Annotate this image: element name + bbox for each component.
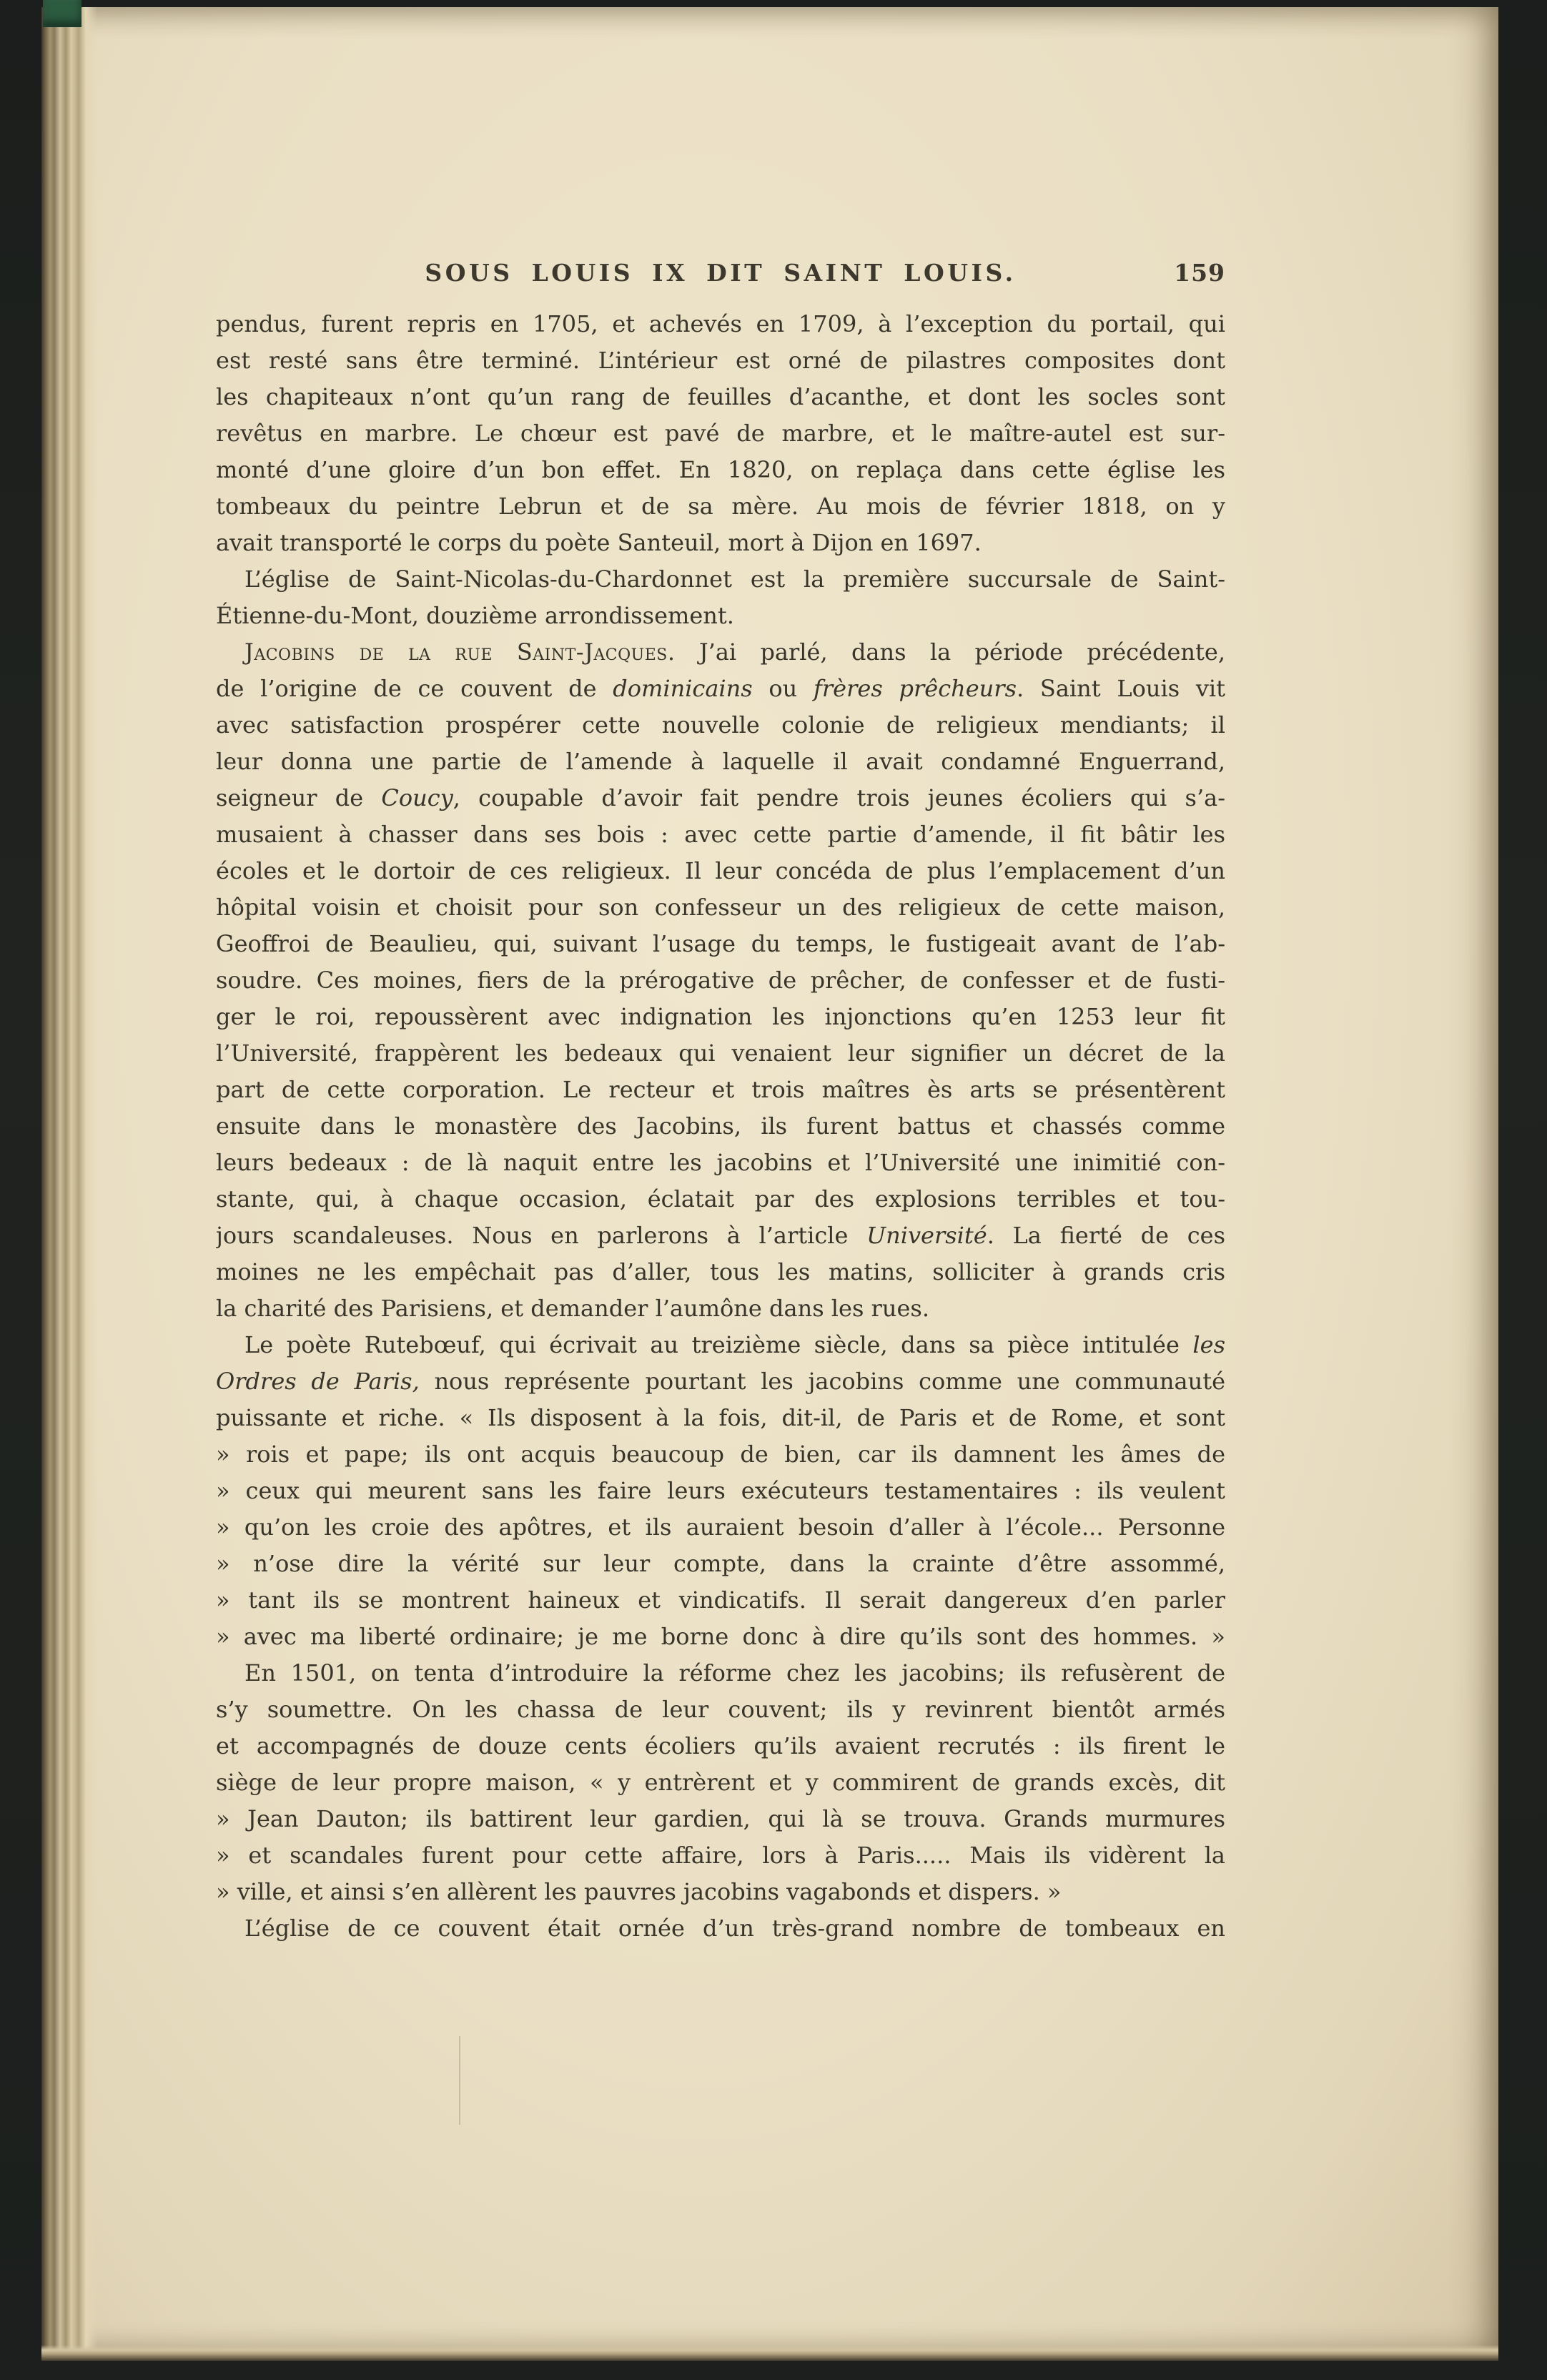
- body-text: » Jean Dauton; ils battirent leur gardien, qui là se trouva. Grands murmures: [216, 1805, 1225, 1832]
- body-text: » ceux qui meurent sans les faire leurs exécuteurs testamentaires : ils veulent: [216, 1477, 1225, 1504]
- text-line: [216, 1363, 1225, 1400]
- text-line: [216, 1254, 1225, 1290]
- body-text: nous représente pourtant les jacobins comme une communauté: [419, 1368, 1225, 1395]
- text-line: [216, 342, 1225, 379]
- text-line: [216, 379, 1225, 415]
- text-line: [216, 561, 1225, 598]
- italic-text: Université: [866, 1222, 987, 1249]
- body-text: J’ai parlé, dans la période précédente,: [675, 638, 1225, 666]
- page-header: [216, 259, 1225, 300]
- body-text: Le poète Rutebœuf, qui écrivait au treizième siècle, dans sa pièce intitulée: [244, 1331, 1193, 1358]
- body-text: Geoffroi de Beaulieu, qui, suivant l’usage du temps, le fustigeait avant de l’ab-: [216, 930, 1225, 957]
- body-text: soudre. Ces moines, fiers de la prérogative de prêcher, de confesser et de fusti-: [216, 967, 1225, 994]
- text-line: [216, 306, 1225, 342]
- text-line: [216, 1582, 1225, 1619]
- text-line: [216, 452, 1225, 488]
- text-line: [216, 1837, 1225, 1874]
- text-line: [216, 816, 1225, 853]
- body-text: musaient à chasser dans ses bois : avec cette partie d’amende, il fit bâtir les: [216, 821, 1225, 848]
- small-caps-heading: Jacobins de la rue Saint-Jacques.: [244, 638, 676, 666]
- body-text: » et scandales furent pour cette affaire, lors à Paris..... Mais ils vidèrent la: [216, 1842, 1225, 1869]
- page-number: 159: [1174, 259, 1225, 287]
- text-line: [216, 598, 1225, 634]
- body-text: » tant ils se montrent haineux et vindicatifs. Il serait dangereux d’en parler: [216, 1586, 1225, 1614]
- text-line: [216, 1181, 1225, 1218]
- body-text: puissante et riche. « Ils disposent à la fois, dit-il, de Paris et de Rome, et sont: [216, 1404, 1225, 1431]
- text-line: [216, 1692, 1225, 1728]
- text-line: [216, 744, 1225, 780]
- body-text: de l’origine de ce couvent de: [216, 675, 613, 702]
- text-line: [216, 1764, 1225, 1801]
- body-text: » ville, et ainsi s’en allèrent les pauvres jacobins vagabonds et dispers. »: [216, 1878, 1062, 1905]
- text-line: [216, 1072, 1225, 1108]
- body-text: ger le roi, repoussèrent avec indignation les injonctions qu’en 1253 leur fit: [216, 1003, 1225, 1030]
- body-text: les chapiteaux n’ont qu’un rang de feuilles d’acanthe, et dont les socles sont: [216, 383, 1225, 410]
- text-line: [216, 671, 1225, 707]
- page-bottom-edge: [41, 2345, 1498, 2361]
- text-line: [216, 1436, 1225, 1473]
- body-text: , coupable d’avoir fait pendre trois jeunes écoliers qui s’a-: [453, 784, 1225, 811]
- body-text: ensuite dans le monastère des Jacobins, ils furent battus et chassés comme: [216, 1112, 1225, 1140]
- body-text: est resté sans être terminé. L’intérieur est orné de pilastres composites dont: [216, 347, 1225, 374]
- text-line: [216, 1801, 1225, 1837]
- book-page: [41, 7, 1498, 2361]
- running-head: SOUS LOUIS IX DIT SAINT LOUIS.: [425, 259, 1017, 287]
- body-text: L’église de Saint-Nicolas-du-Chardonnet est la première succursale de Saint-: [244, 566, 1225, 593]
- text-lines: [216, 306, 1225, 1947]
- text-line: [216, 1655, 1225, 1692]
- text-line: [216, 1400, 1225, 1436]
- text-line: [216, 634, 1225, 671]
- text-line: [216, 999, 1225, 1035]
- text-line: [216, 889, 1225, 926]
- body-text: Étienne-du-Mont, douzième arrondissement.: [216, 602, 734, 629]
- text-line: [216, 780, 1225, 816]
- text-line: [216, 1546, 1225, 1582]
- body-text: hôpital voisin et choisit pour son confesseur un des religieux de cette maison,: [216, 894, 1225, 921]
- text-line: [216, 488, 1225, 525]
- text-line: [216, 1108, 1225, 1145]
- text-line: [216, 1035, 1225, 1072]
- body-text: siège de leur propre maison, « y entrèrent et y commirent de grands excès, dit: [216, 1769, 1225, 1796]
- book-cover-corner: [43, 0, 81, 27]
- text-line: [216, 1619, 1225, 1655]
- body-text: tombeaux du peintre Lebrun et de sa mère. Au mois de février 1818, on y: [216, 493, 1225, 520]
- body-text: la charité des Parisiens, et demander l’aumône dans les rues.: [216, 1295, 929, 1322]
- italic-text: les: [1192, 1331, 1225, 1358]
- body-text: monté d’une gloire d’un bon effet. En 1820, on replaça dans cette église les: [216, 456, 1225, 483]
- text-line: [216, 962, 1225, 999]
- body-text: leur donna une partie de l’amende à laquelle il avait condamné Enguerrand,: [216, 748, 1225, 775]
- text-line: [216, 525, 1225, 561]
- crease-mark: [459, 2036, 460, 2125]
- body-text: ou: [752, 675, 814, 702]
- text-line: [216, 1910, 1225, 1947]
- body-text: pendus, furent repris en 1705, et achevés en 1709, à l’exception du portail, qui: [216, 310, 1225, 337]
- page-content: [216, 259, 1225, 1947]
- body-text: et accompagnés de douze cents écoliers qu’ils avaient recrutés : ils firent le: [216, 1732, 1225, 1759]
- body-text: moines ne les empêchait pas d’aller, tous les matins, solliciter à grands cris: [216, 1258, 1225, 1285]
- body-text: » n’ose dire la vérité sur leur compte, dans la crainte d’être assommé,: [216, 1550, 1225, 1577]
- text-line: [216, 707, 1225, 744]
- body-text: écoles et le dortoir de ces religieux. Il leur concéda de plus l’emplacement d’un: [216, 857, 1225, 884]
- text-line: [216, 415, 1225, 452]
- body-text: l’Université, frappèrent les bedeaux qui venaient leur signifier un décret de la: [216, 1040, 1225, 1067]
- text-line: [216, 1874, 1225, 1910]
- italic-text: dominicains: [613, 675, 753, 702]
- body-text: L’église de ce couvent était ornée d’un très-grand nombre de tombeaux en: [244, 1915, 1225, 1942]
- body-text: revêtus en marbre. Le chœur est pavé de marbre, et le maître-autel est sur-: [216, 420, 1225, 447]
- body-text: leurs bedeaux : de là naquit entre les jacobins et l’Université une inimitié con-: [216, 1149, 1225, 1176]
- body-text: En 1501, on tenta d’introduire la réforme chez les jacobins; ils refusèrent de: [244, 1659, 1225, 1687]
- body-text: jours scandaleuses. Nous en parlerons à l’article: [216, 1222, 867, 1249]
- body-text: » qu’on les croie des apôtres, et ils auraient besoin d’aller à l’école... Personne: [216, 1514, 1225, 1541]
- body-text: . Saint Louis vit: [1017, 675, 1225, 702]
- italic-text: frères prêcheurs: [814, 675, 1017, 702]
- text-line: [216, 1509, 1225, 1546]
- italic-text: Ordres de Paris,: [216, 1368, 420, 1395]
- text-line: [216, 926, 1225, 962]
- text-line: [216, 1145, 1225, 1181]
- body-text: s’y soumettre. On les chassa de leur couvent; ils y revinrent bientôt armés: [216, 1696, 1225, 1723]
- text-line: [216, 1728, 1225, 1764]
- text-line: [216, 1290, 1225, 1327]
- text-line: [216, 1473, 1225, 1509]
- body-text: part de cette corporation. Le recteur et trois maîtres ès arts se présentèrent: [216, 1076, 1225, 1103]
- body-text: seigneur de: [216, 784, 382, 811]
- body-text: » rois et pape; ils ont acquis beaucoup de bien, car ils damnent les âmes de: [216, 1441, 1225, 1468]
- text-line: [216, 1327, 1225, 1363]
- page-edge-stack: [41, 7, 97, 2361]
- text-line: [216, 1218, 1225, 1254]
- body-text: stante, qui, à chaque occasion, éclatait par des explosions terribles et tou-: [216, 1185, 1225, 1213]
- italic-text: Coucy: [381, 784, 453, 811]
- body-text: » avec ma liberté ordinaire; je me borne donc à dire qu’ils sont des hommes. »: [216, 1623, 1225, 1650]
- text-line: [216, 853, 1225, 889]
- body-text: . La fierté de ces: [987, 1222, 1225, 1249]
- body-text: avec satisfaction prospérer cette nouvelle colonie de religieux mendiants; il: [216, 711, 1225, 739]
- body-text: avait transporté le corps du poète Santeuil, mort à Dijon en 1697.: [216, 529, 982, 556]
